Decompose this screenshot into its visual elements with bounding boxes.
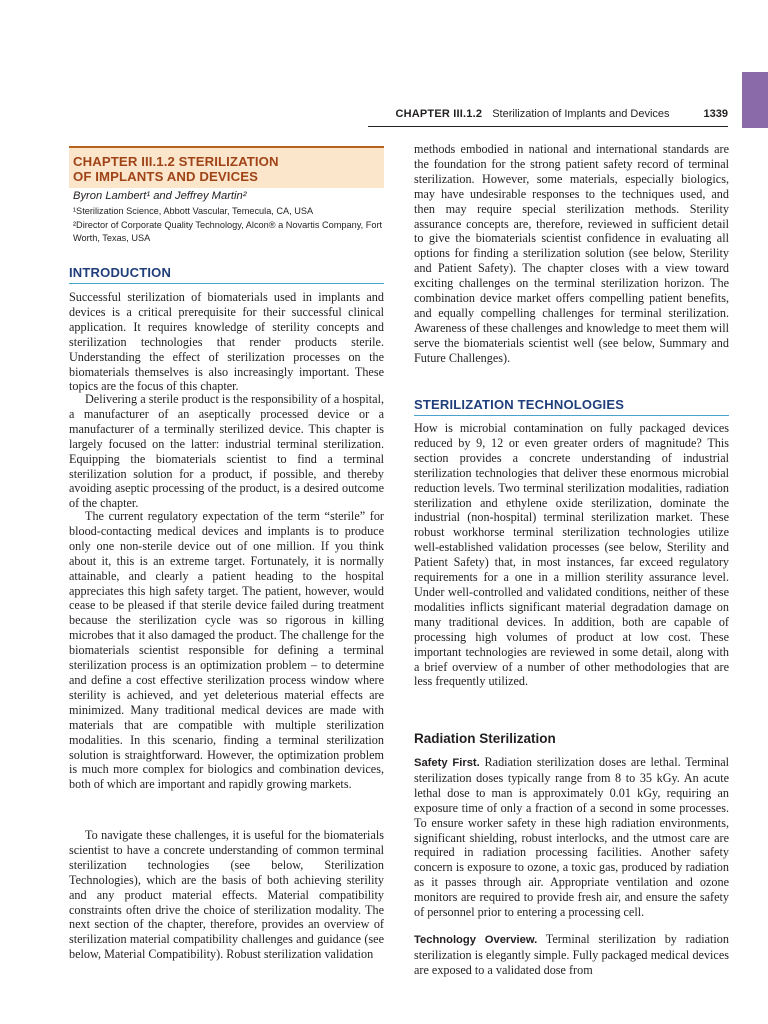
intro-paragraph-1: Successful sterilization of biomaterials used in implants and devices is a critical prerequisite for their successful clinical application. It requires knowledge of sterility concepts and sterilization technologies that render products sterile. Understanding the effect of sterilization processes on the biomaterials themselves is also increasingly important. These topics are the focus of this chapter. bbox=[69, 290, 384, 394]
running-header bbox=[298, 108, 728, 120]
authors: Byron Lambert¹ and Jeffrey Martin² bbox=[73, 190, 247, 202]
header-rule bbox=[368, 126, 728, 127]
affiliation-1: ¹Sterilization Science, Abbott Vascular, Temecula, CA, USA bbox=[73, 206, 314, 216]
introduction-heading: INTRODUCTION bbox=[69, 265, 172, 280]
affiliation-2: ²Director of Corporate Quality Technology, Alcon® a Novartis Company, Fort Worth, Texas, USA bbox=[73, 220, 383, 243]
radiation-overview-paragraph bbox=[414, 932, 729, 978]
chapter-color-tab bbox=[742, 72, 768, 128]
intro-paragraph-2: Delivering a sterile product is the responsibility of a hospital, a manufacturer of an aseptically processed device or a manufacturer of a terminally sterilized device. This chapter is largely focused on the latter: industrial terminal sterilization. Equipping the biomaterials scientist to find a terminal sterilization solution for a product, if possible, and thereby avoiding aseptic processing of the product, is a desired outcome of the chapter. bbox=[69, 392, 384, 511]
technologies-heading: STERILIZATION TECHNOLOGIES bbox=[414, 397, 625, 412]
introduction-rule bbox=[69, 283, 384, 284]
chapter-title-line-2: OF IMPLANTS AND DEVICES bbox=[73, 169, 258, 184]
intro-paragraph-4: To navigate these challenges, it is useful for the biomaterials scientist to have a concrete understanding of common terminal sterilization technologies (see below, Sterilization Technologies), which are the basis of both achieving sterility and any product material effects. Material compatibility constraints often drive the choice of sterilization modality. The next section of the chapter, therefore, provides an overview of sterilization material compatibility challenges and guidance (see below, Material Compatibility). Robust sterilization validation bbox=[69, 828, 384, 962]
radiation-safety-paragraph bbox=[414, 755, 729, 920]
chapter-title-box bbox=[69, 146, 384, 188]
running-chapter-label: CHAPTER III.1.2 bbox=[395, 108, 483, 120]
running-title: Sterilization of Implants and Devices bbox=[492, 108, 670, 120]
safety-first-text: Radiation sterilization doses are lethal. Terminal sterilization doses typically range from 8 to 35 kGy. An acute lethal dose to man is approximately 0.01 kGy, requiring an exposure time of only a fraction of a second in some processes. To ensure worker safety in these high radiation environments, significant shielding, robust interlocks, and the utmost care are required in radiation processing facilities. Another safety concern is exposure to ozone, a toxic gas, produced by radiation as it passes through air. Appropriate ventilation and ozone monitors are required to provide fresh air, and ensure the safety of personnel prior to entering a processing cell. bbox=[414, 755, 729, 920]
technology-overview-text: Terminal sterilization by radiation sterilization is elegantly simple. Fully packaged medical devices are exposed to a validated dose from bbox=[414, 932, 729, 977]
technology-overview-label: Technology Overview. bbox=[414, 934, 538, 946]
intro-paragraph-5: methods embodied in national and international standards are the foundation for the strong patient safety record of terminal sterilization. However, some materials, especially biologics, may have undesirable responses to the techniques used, and then may require special sterilization methods. Sterility assurance concepts are, therefore, reviewed in sufficient detail to give the biomaterials scientist confidence in evaluating all options for finding a sterilization solution (see below, Sterility and Patient Safety). The chapter closes with a view toward exciting challenges on the terminal sterilization horizon. The combination device market offers compelling patient benefits, and equally compelling challenges for terminal sterilization. Awareness of these challenges and knowledge to meet them will serve the biomaterials scientist well (see below, Summary and Future Challenges). bbox=[414, 142, 729, 365]
intro-paragraph-3: The current regulatory expectation of the term “sterile” for blood-contacting medical devices and implants is to produce only one non-sterile device out of one million. If you think about it, this is an extreme target. Fortunately, it is normally attainable, and clearly a patient heading to the hospital appreciates this high safety target. The patient, however, would cease to be pleased if that sterile device failed during treatment because the sterilization cycle was so rigorous in killing microbes that it also damaged the product. The challenge for the biomaterials scientist responsible for defining a terminal sterilization process is an optimization problem – to determine and define a cost effective sterilization process window where sterility is achieved, and yet deleterious material effects are minimized. Many traditional medical devices are made with materials that are compatible with multiple sterilization modalities. In this scenario, finding a terminal sterilization solution is straightforward. However, the optimization problem is much more complex for biologics and combination devices, both of which are important and rapidly growing markets. bbox=[69, 509, 384, 792]
radiation-heading: Radiation Sterilization bbox=[414, 731, 556, 746]
technologies-paragraph-1: How is microbial contamination on fully packaged devices reduced by 9, 12 or even greater orders of magnitude? This section provides a concrete understanding of industrial sterilization technologies that deliver these enormous microbial reduction levels. Two terminal sterilization modalities, radiation sterilization and ethylene oxide sterilization, dominate the industrial (non-hospital) terminal sterilization market. These robust workhorse terminal sterilization technologies utilize well-established validation processes (see below, Sterility and Patient Safety) that, in most instances, far exceed regulatory requirements for a one in a million sterility assurance level. Under well-controlled and validated conditions, neither of these modalities inflicts significant material degradation damage on many traditional devices. In addition, both are capable of processing high volumes of product at low cost. These important technologies are reviewed in some detail, along with a brief overview of a number of other methodologies that are less frequently utilized. bbox=[414, 421, 729, 689]
chapter-title-line-1: CHAPTER III.1.2 STERILIZATION bbox=[73, 154, 279, 169]
safety-first-label: Safety First. bbox=[414, 757, 480, 769]
technologies-rule bbox=[414, 415, 729, 416]
page-number: 1339 bbox=[703, 108, 728, 120]
